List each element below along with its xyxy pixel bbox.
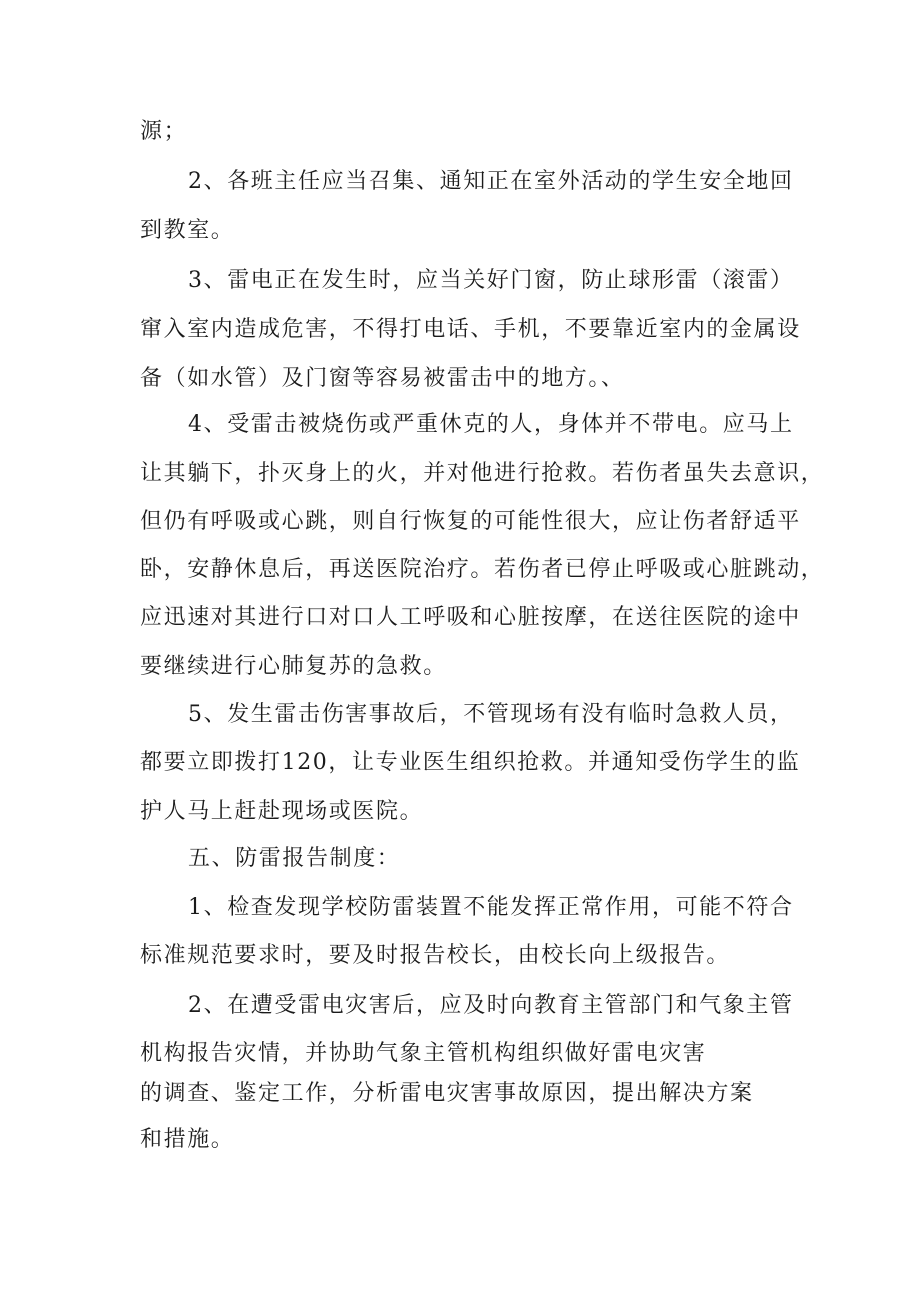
text-line: 机构报告灾情，并协助气象主管机构组织做好雷电灾害 <box>140 1041 707 1066</box>
text-line: 应迅速对其进行口对口人工呼吸和心脏按摩，在送往医院的途中 <box>140 605 801 630</box>
text-line: 让其躺下，扑灭身上的火，并对他进行抢救。若伤者虽失去意识， <box>140 461 825 486</box>
text-line: 护人马上赶赴现场或医院。 <box>140 799 424 824</box>
text-line: 1、检查发现学校防雷装置不能发挥正常作用，可能不符合 <box>188 895 794 920</box>
text-line: 5、发生雷击伤害事故后，不管现场有没有临时急救人员， <box>188 702 794 727</box>
text-line: 3、雷电正在发生时，应当关好门窗，防止球形雷（滚雷） <box>188 268 794 293</box>
text-line: 备（如水管）及门窗等容易被雷击中的地方。、 <box>140 366 625 391</box>
text-line: 到教室。 <box>140 218 235 243</box>
section-heading: 五、防雷报告制度： <box>188 846 401 871</box>
text-line: 但仍有呼吸或心跳，则自行恢复的可能性很大，应让伤者舒适平 <box>140 509 801 534</box>
text-line: 卧，安静休息后，再送医院治疗。若伤者已停止呼吸或心脏跳动， <box>140 557 825 582</box>
text-line: 窜入室内造成危害，不得打电话、手机，不要靠近室内的金属设 <box>140 317 801 342</box>
text-line: 4、受雷击被烧伤或严重休克的人，身体并不带电。应马上 <box>188 412 794 437</box>
text-line: 和措施。 <box>140 1127 235 1152</box>
text-line: 的调查、鉴定工作，分析雷电灾害事故原因，提出解决方案 <box>140 1081 754 1106</box>
text-line: 都要立即拨打120，让专业医生组织抢救。并通知受伤学生的监 <box>140 750 801 775</box>
text-line: 要继续进行心肺复苏的急救。 <box>140 654 447 679</box>
text-line: 标准规范要求时，要及时报告校长，由校长向上级报告。 <box>140 943 731 968</box>
text-line: 2、在遭受雷电灾害后，应及时向教育主管部门和气象主管 <box>188 993 794 1018</box>
text-line: 2、各班主任应当召集、通知正在室外活动的学生安全地回 <box>188 169 794 194</box>
text-line: 源； <box>140 119 188 144</box>
